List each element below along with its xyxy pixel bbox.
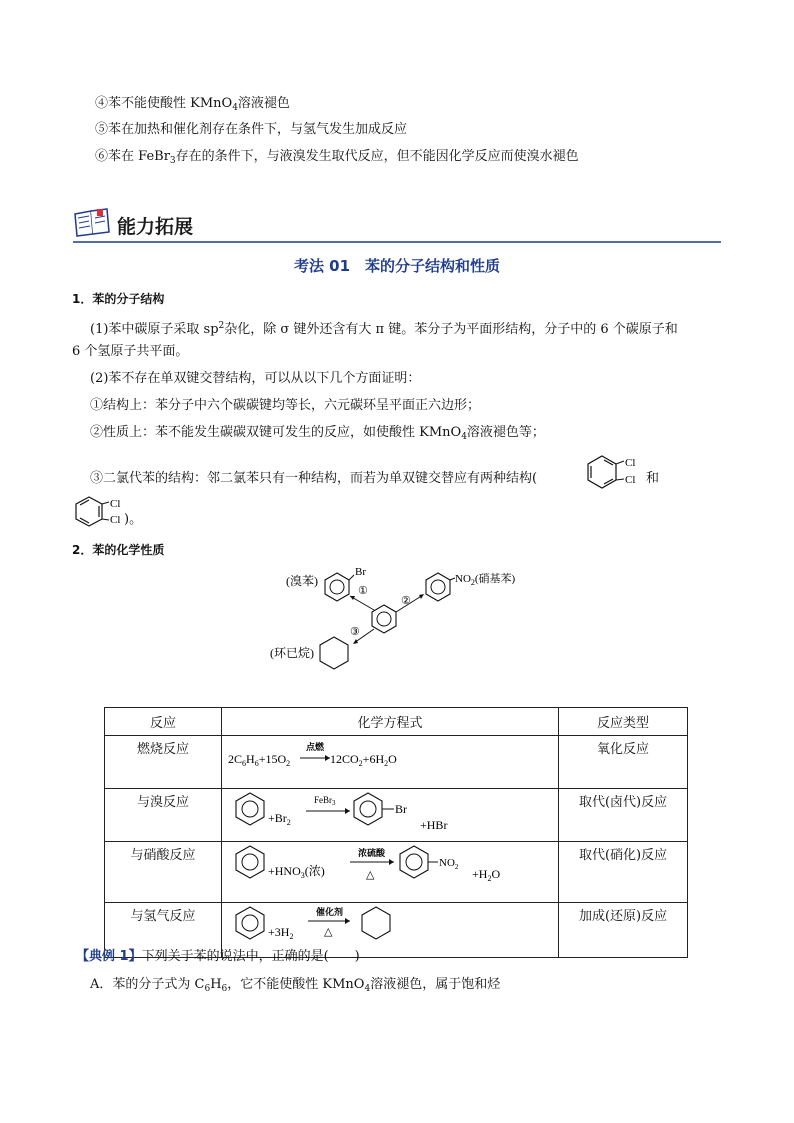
eq1-o-end: O [388,752,397,766]
cyclohexane-label: (环已烷) [270,646,314,660]
reaction-name: 与硝酸反应 [105,842,222,903]
eq1-h: H [246,752,255,766]
eq1-condition: 点燃 [306,742,325,752]
eq1-sub2: 6 [254,759,259,768]
eq2-br: +Br [268,811,287,825]
equation-combustion [222,736,558,784]
header-type: 反应类型 [559,708,688,736]
cl-label: Cl [625,457,636,469]
part1-title: 1．苯的分子结构 [72,292,165,306]
equation-nitration [222,842,558,898]
reaction-name: 与溴反应 [105,789,222,842]
eq3-water-sub: 2 [487,874,492,883]
dichlorobenzene-structure-a [586,453,646,495]
dichlorobenzene-structure-b [74,495,130,531]
eq3-no-sub: 2 [454,863,459,871]
reaction-type: 取代(硝化)反应 [559,842,688,903]
paren-close: )。 [124,512,143,527]
eq1-sub3: 2 [286,759,291,768]
and-text: 和 [646,471,660,486]
example-question [76,948,360,966]
reaction-name: 与氢气反应 [105,903,222,958]
section-heading: 能力拓展 [117,216,194,238]
part1-p3: ①结构上：苯分子中六个碳碳键均等长，六元碳环呈平面正六边形； [90,398,481,413]
reaction-type: 加成(还原)反应 [559,903,688,958]
eq2-br2 [268,811,291,827]
eq3-h: +H [472,867,488,881]
eq3-hno: +HNO [268,864,301,878]
eq1-rhs [330,752,397,768]
arrow-label-1: ① [358,585,368,597]
arrow-label-3: ③ [350,626,360,638]
table-row [105,789,688,842]
br-label: Br [355,566,366,578]
eq4-sub: 2 [289,932,294,941]
nitro-sub: 2 [470,578,475,587]
reaction-type: 取代(卤代)反应 [559,789,688,842]
eq4-condition: 催化剂 [316,907,344,917]
example-question-text: 下列关于苯的说法中，正确的是( ) [141,949,360,964]
arrow-label-2: ② [401,595,411,607]
reaction-type: 氧化反应 [559,736,688,789]
reaction-table [104,707,688,958]
part1-p1-cont: 6 个氢原子共平面。 [72,344,189,359]
table-row [105,842,688,903]
eq3-condition: 浓硫酸 [358,848,386,858]
book-icon [73,206,113,238]
eq2-hbr: +HBr [420,818,448,832]
table-row [105,736,688,789]
example-tag: 【典例 1】 [76,949,142,964]
equation-hydrogenation [222,903,558,953]
eq1-sub1: 6 [242,759,247,768]
eq1-sub5: 2 [384,759,389,768]
eq3-no: NO [439,857,455,869]
equation-cell [222,789,559,842]
eq1-c: 2C [228,752,243,766]
nitro-name: (硝基苯) [474,573,516,585]
benzene-reactions-diagram [262,565,542,670]
equation-cell [222,736,559,789]
eq1-co: 12CO [330,752,359,766]
table-header-row [105,708,688,736]
cl-label: Cl [625,474,636,486]
eq1-lhs [228,752,290,768]
equation-bromination [222,789,558,837]
eq4-heat: △ [324,926,333,938]
list-item-4: ④苯不能使酸性 KMnO$_4$溶液褪色 [95,96,290,113]
header-reaction: 反应 [105,708,222,736]
cl-label: Cl [110,514,121,526]
reaction-name: 燃烧反应 [105,736,222,789]
eq3-water [472,867,500,883]
part1-p4: ②性质上：苯不能发生碳碳双键可发生的反应，如使酸性 KMnO$_4$溶液褪色等； [90,425,545,442]
eq3-o: O [491,867,501,881]
eq3-no2 [439,857,459,871]
eq2-sub: 2 [286,818,291,827]
part1-p1: (1)苯中碳原子采取 $sp^2$杂化，除 σ 键外还含有大 π 键。苯分子为平面形结构，分子中的 6 个碳原子和 [90,321,678,337]
eq3-sub: 3 [300,871,305,880]
nitro-text: NO [455,573,471,585]
eq2-febr-sub: 3 [332,799,336,807]
list-item-5: ⑤苯在加热和催化剂存在条件下，与氢气发生加成反应 [95,122,408,137]
eq1-sub4: 2 [358,759,363,768]
eq3-hno3 [268,864,325,880]
eq2-condition [314,795,336,807]
eq1-h2: +6H [362,752,385,766]
eq3-heat: △ [366,869,375,881]
nitro-label [455,571,516,587]
part1-p2: (2)苯不存在单双键交替结构，可以从以下几个方面证明： [90,371,421,386]
cl-label: Cl [110,498,121,510]
bromobenzene-label: (溴苯) [286,574,318,588]
option-a: A．苯的分子式为 $C_6H_6$，它不能使酸性 KMnO$_4$溶液褪色，属于饱和烃 [90,977,501,994]
list-item-6: ⑥苯在 FeBr$_3$存在的条件下，与液溴发生取代反应，但不能因化学反应而使溴水褪色 [95,149,579,166]
part1-p5: ③二氯代苯的结构：邻二氯苯只有一种结构，而若为单双键交替应有两种结构( [90,471,538,486]
method-title: 考法 01 苯的分子结构和性质 [293,257,501,275]
eq1-o: +15O [258,752,287,766]
eq3-conc: (浓) [304,864,325,878]
equation-cell [222,842,559,903]
part2-title: 2．苯的化学性质 [72,543,165,557]
eq2-febr: FeBr [314,795,333,805]
header-equation: 化学方程式 [222,708,559,736]
eq4-h: +3H [268,925,290,939]
eq2-br-product: Br [395,802,408,816]
eq4-h2 [268,925,293,941]
